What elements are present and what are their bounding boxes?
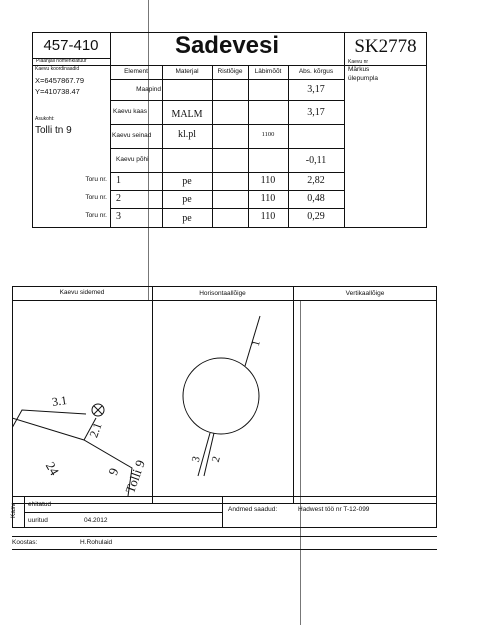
page-title: Sadevesi <box>174 32 280 59</box>
grid-line <box>110 172 344 173</box>
col-header-height: Abs. kõrgus <box>298 68 334 75</box>
pipe-number: 3 <box>116 211 121 222</box>
grid-line <box>293 286 294 504</box>
well-code-caption: Kaevu nr <box>348 59 369 65</box>
sketch-label: 24 <box>42 459 63 478</box>
sketch-label: 2 <box>209 455 223 464</box>
measured-value: 04.2012 <box>84 517 108 524</box>
grid-line <box>110 148 344 149</box>
row-material: kl.pl <box>177 129 197 140</box>
pipe-label: Toru nr. <box>85 176 107 183</box>
pipe-height: 0,48 <box>307 193 325 204</box>
pipe-height: 0,29 <box>307 211 325 222</box>
remark-caption: Märkus <box>348 66 370 73</box>
footer-side-label: Kasv <box>10 503 17 518</box>
row-height: 3,17 <box>307 84 325 95</box>
pipe-material: pe <box>182 194 192 205</box>
row-element: Kaevu seinad <box>112 132 152 139</box>
section-title-vertical: Vertikaallõige <box>345 290 385 297</box>
remark-value: ülepumpla <box>348 75 378 82</box>
sketch-label: Tolli 9 <box>122 457 148 496</box>
sketch-label: 3 <box>189 455 203 464</box>
section-title-connections: Kaevu sidemed <box>59 289 105 296</box>
well-code: SK2778 <box>354 36 417 57</box>
source-label: Andmed saadud: <box>228 506 278 513</box>
sketch-label: 1 <box>249 339 263 348</box>
grid-line <box>110 100 344 101</box>
row-height: -0,11 <box>305 155 327 166</box>
pipe-number: 2 <box>116 193 121 204</box>
row-diameter: 1100 <box>261 131 275 138</box>
sketch-label: 3.1 <box>51 393 68 409</box>
grid-line <box>110 65 111 228</box>
row-element: Kaevu põhi <box>116 156 149 163</box>
pipe-diameter: 110 <box>260 175 276 186</box>
col-header-element: Element <box>124 68 148 75</box>
address-value: Tolli tn 9 <box>35 125 72 136</box>
horizontal-section-sketch <box>152 300 293 504</box>
coord-x: X=6457867.79 <box>35 76 85 85</box>
divider <box>344 32 345 228</box>
grid-line <box>110 208 344 209</box>
grid-line <box>212 65 213 228</box>
address-caption: Asukoht: <box>35 116 55 122</box>
grid-line <box>12 536 437 537</box>
pipe-label: Toru nr. <box>85 212 107 219</box>
built-label: ehitatud <box>28 501 52 508</box>
grid-line <box>110 79 344 80</box>
grid-line <box>110 124 344 125</box>
pipe-number: 1 <box>116 175 121 186</box>
grid-line <box>222 496 223 528</box>
grid-line <box>24 512 222 513</box>
pipe-height: 2,82 <box>307 175 325 186</box>
map-number-caption: Plaanjali nomenklatuur <box>36 58 87 64</box>
pipe-material: pe <box>182 213 192 224</box>
row-material: MALM <box>171 109 203 120</box>
pipe-material: pe <box>182 176 192 187</box>
section-title-horizontal: Horisontaallõige <box>199 290 246 297</box>
map-number: 457-410 <box>43 37 99 54</box>
sketch-label: 9 <box>105 465 122 478</box>
col-header-diameter: Läbimõõt <box>254 68 282 75</box>
row-element: Maapind <box>136 86 161 93</box>
author-label: Koostas: <box>12 539 38 546</box>
coords-caption: Kaevu koordinaadid <box>35 66 80 72</box>
grid-line <box>12 549 437 550</box>
col-header-cross: Ristlõige <box>217 68 243 75</box>
pipe-diameter: 110 <box>260 211 276 222</box>
pipe-label: Toru nr. <box>85 194 107 201</box>
author-value: H.Rohulaid <box>80 539 113 546</box>
pipe-diameter: 110 <box>260 193 276 204</box>
source-value: Hadwest töö nr T-12-099 <box>298 506 370 513</box>
sketch-label: 2.1 <box>86 420 105 440</box>
col-header-material: Materjal <box>175 68 199 75</box>
coord-y: Y=410738.47 <box>35 87 80 96</box>
row-element: Kaevu kaas <box>113 108 147 115</box>
measured-label: uuritud <box>28 517 48 524</box>
row-height: 3,17 <box>307 107 325 118</box>
grid-line <box>110 190 344 191</box>
